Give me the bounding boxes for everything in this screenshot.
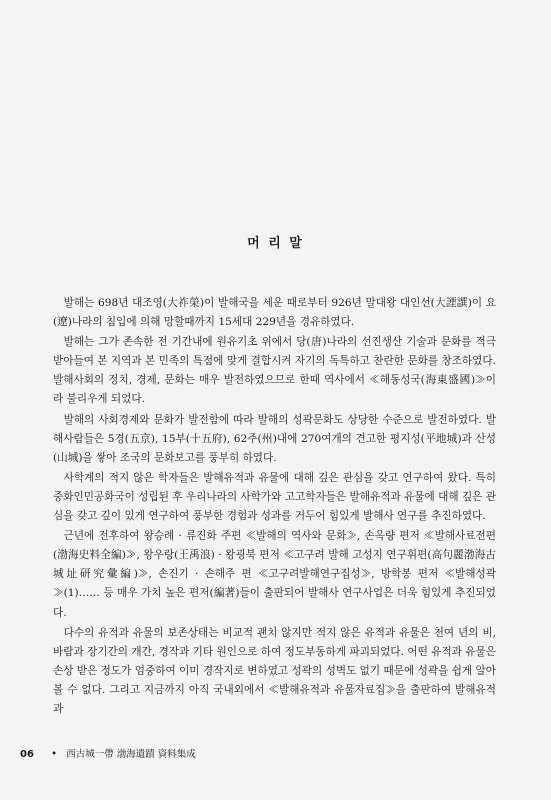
body-text: [53, 294, 496, 720]
paragraph: 다수의 유적과 유물의 보존상태는 비교적 괜치 않지만 적지 않은 유적과 유물은 천여 년의 비, 바람과 장기간의 개간, 경작과 기타 원인으로 하여 정도부동하게 파괴되었다. 어떤 유적과 유물은 손상 받은 정도가 엄중하여 이미 경작지로 변하였고 성곽의 성벽도 없기 때문에 성곽을 쉽게 알아볼 수 없다. 그리고 지금까지 아직 국내외에서 ≪발해유적과 유물자료집≫을 출판하여 발해유적과: [53, 626, 496, 715]
paragraph: 근년에 전후하여 왕승례 · 류진화 주편 ≪발해의 역사와 문화≫, 손옥량 편저 ≪발해사료전편(渤海史料全編)≫, 왕우랑(王禹浪) · 왕굉북 편저 ≪고구려 발해 고성지 연구휘편(高句麗渤海古城址研究彙編)≫, 손진기 · 손해주 편 ≪고구려발해연구집성≫, 방학봉 편저 ≪발해성곽≫(1)…… 등 매우 가치 높은 편저(編著)들이 출판되어 발해사 연구사업은 더욱 힘있게 추진되었다.: [53, 530, 496, 619]
page-title: 머 리 말: [247, 236, 304, 251]
book-title: 西古城一帶 渤海遺蹟 資料集成: [66, 749, 196, 760]
paragraph: 발해는 그가 존속한 전 기간내에 원유기초 위에서 당(唐)나라의 선진생산 기술과 문화를 적극 받아들여 본 지역과 본 민족의 특점에 맞게 결합시켜 자기의 독특하고 찬란한 문화를 창조하였다. 발해사회의 정치, 경제, 문화는 매우 발전하였으므로 한때 역사에서 ≪해동성국(海東盛國)≫이라 불리우게 되었다.: [53, 336, 496, 406]
bullet-icon: •: [51, 749, 58, 760]
paragraph: 사학계의 적지 않은 학자들은 발해유적과 유물에 대해 깊은 관심을 갖고 연구하여 왔다. 특히 중화인민공화국이 성립된 후 우리나라의 사학가와 고고학자들은 발해유적과 유물에 대해 깊은 관심을 갖고 깊이 있게 연구하여 풍부한 경험과 성과를 거두어 힘있게 발해사 연구를 추진하였다.: [53, 471, 497, 523]
page-footer: [20, 746, 196, 760]
paragraph: 발해는 698년 대조영(大祚榮)이 발해국을 세운 때로부터 926년 말대왕 대인선(大諲譔)이 요(遼)나라의 침입에 의해 망할때까지 15세대 229년을 경유하였다.: [53, 297, 496, 329]
paragraph: 발해의 사회경제와 문화가 발전함에 따라 발해의 성곽문화도 상당한 수준으로 발전하였다. 발해사람들은 5경(五京), 15부(十五府), 62주(州)내에 270여개의 견고한 평지성(平地城)과 산성(山城)을 쌓아 조국의 문화보고를 풍부히 하였다.: [53, 413, 496, 464]
page-number: 06: [20, 749, 34, 760]
